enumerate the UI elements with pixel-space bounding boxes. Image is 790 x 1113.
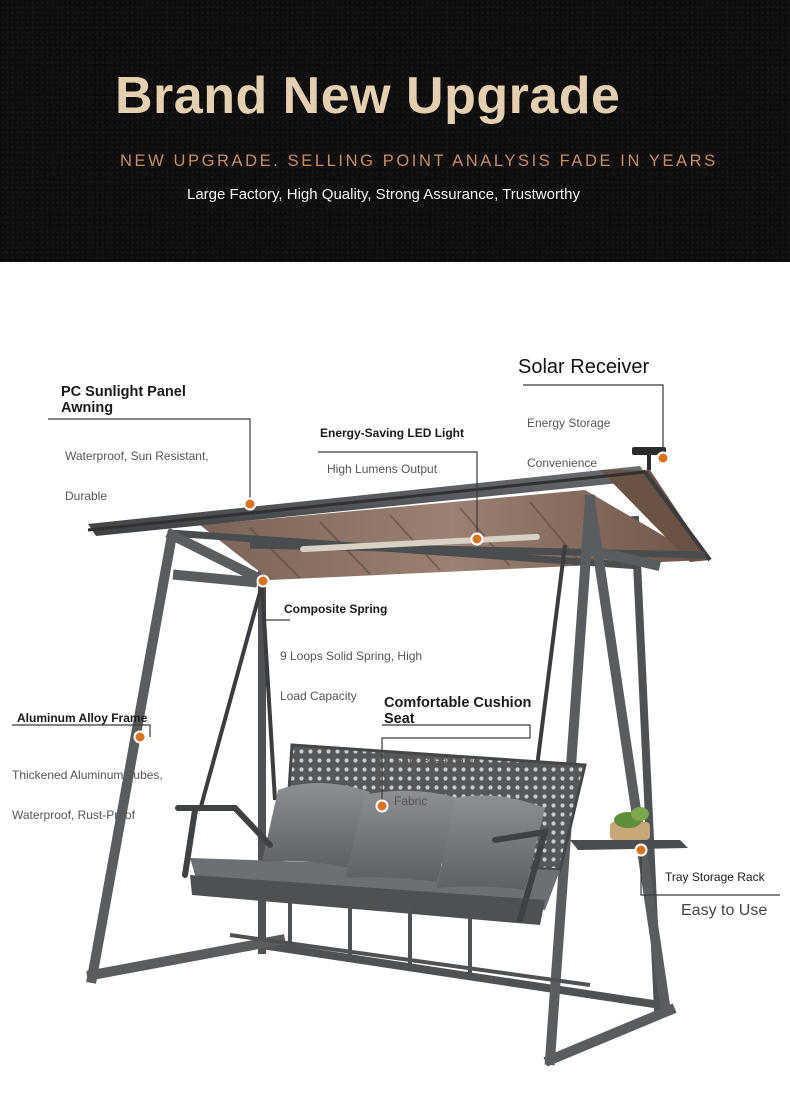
spring-desc: 9 Loops Solid Spring, High Load Capacity [280, 648, 423, 704]
pc-panel-title: PC Sunlight Panel Awning [61, 384, 186, 417]
tray-rack [570, 807, 688, 850]
led-light-title: Energy-Saving LED Light [320, 426, 465, 440]
solar-receiver-desc: Energy Storage Convenience [527, 415, 611, 471]
cushion-desc: Soft, Breathable Fabric [394, 753, 481, 809]
led-light-desc: High Lumens Output [327, 462, 438, 476]
banner-title: Brand New Upgrade [115, 67, 621, 125]
banner-tagline: Large Factory, High Quality, Strong Assurance, Trustworthy [187, 186, 580, 203]
banner-subtitle: NEW UPGRADE. SELLING POINT ANALYSIS FADE IN YEARS [120, 152, 718, 170]
frame-title: Aluminum Alloy Frame [17, 711, 148, 725]
tray-title: Tray Storage Rack [665, 870, 765, 884]
cushion-title: Comfortable Cushion Seat [384, 695, 532, 728]
solar-receiver-title: Solar Receiver [518, 356, 650, 378]
pc-panel-desc: Waterproof, Sun Resistant, Durable [65, 448, 209, 504]
spring-title: Composite Spring [284, 602, 388, 616]
tray-desc: Easy to Use [681, 902, 768, 919]
frame-desc: Thickened Aluminum Tubes, Waterproof, Rust-Proof [12, 767, 163, 823]
hero-banner [0, 0, 790, 262]
